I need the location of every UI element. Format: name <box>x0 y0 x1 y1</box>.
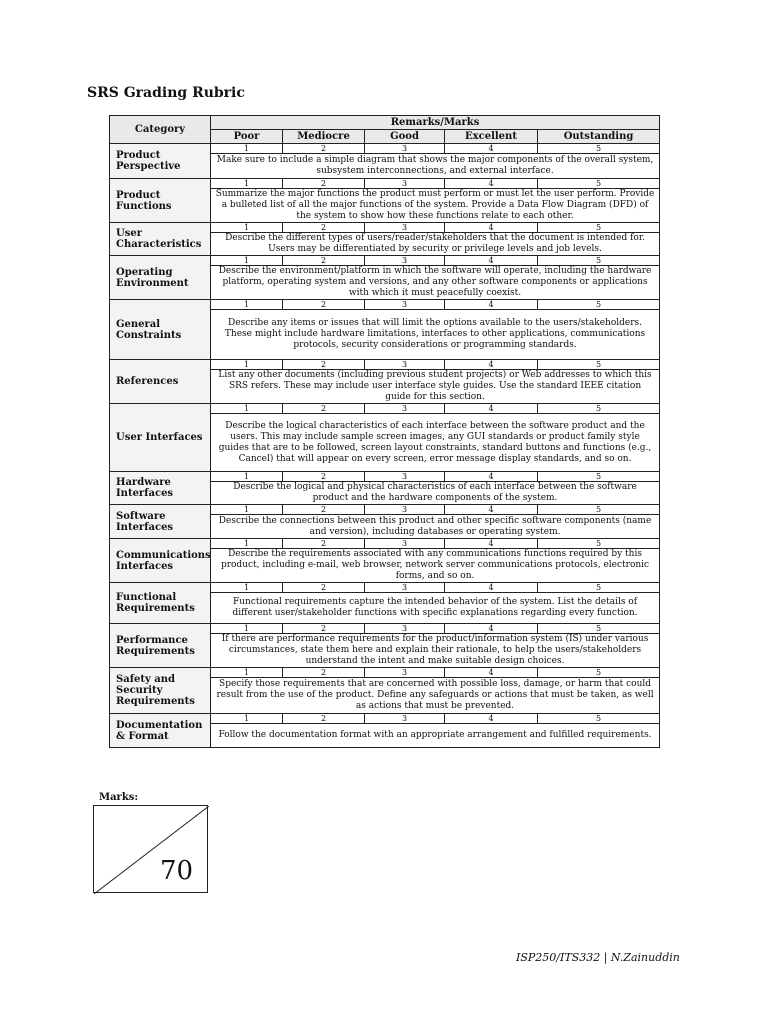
score-cell: 4 <box>445 668 538 678</box>
score-cell: 3 <box>365 144 445 154</box>
rubric-score-row <box>110 404 660 414</box>
level-header: Mediocre <box>283 130 365 144</box>
score-cell: 5 <box>538 505 660 515</box>
level-header: Poor <box>211 130 283 144</box>
score-cell: 5 <box>538 583 660 593</box>
marks-total: 70 <box>160 856 194 886</box>
score-cell: 4 <box>445 472 538 482</box>
level-header: Excellent <box>445 130 538 144</box>
score-cell: 2 <box>283 179 365 189</box>
score-cell: 2 <box>283 539 365 549</box>
score-cell: 5 <box>538 144 660 154</box>
remarks-header: Remarks/Marks <box>211 116 660 130</box>
score-cell: 1 <box>211 714 283 724</box>
score-cell: 5 <box>538 360 660 370</box>
score-cell: 3 <box>365 472 445 482</box>
rubric-score-row <box>110 624 660 634</box>
description-cell: Specify those requirements that are concerned with possible loss, damage, or harm that could result from the use of the product. Define any safeguards or actions that must be taken, as well as actions that must be prevented. <box>211 678 660 714</box>
score-cell: 4 <box>445 539 538 549</box>
score-cell: 1 <box>211 624 283 634</box>
description-cell: List any other documents (including previous student projects) or Web addresses to which this SRS refers. These may include user interface style guides. Use the standard IEEE citation guide for this section. <box>211 370 660 404</box>
score-cell: 4 <box>445 714 538 724</box>
category-cell: Operating Environment <box>110 256 211 300</box>
score-cell: 1 <box>211 360 283 370</box>
score-cell: 2 <box>283 144 365 154</box>
description-cell: Describe the logical characteristics of each interface between the software product and the users. This may include sample screen images, any GUI standards or product family style guides that are to be followed, screen layout constraints, standard buttons and functions (e.g., Cancel) that will appear on every screen, error message display standards, and so on. <box>211 414 660 472</box>
score-cell: 3 <box>365 668 445 678</box>
score-cell: 1 <box>211 300 283 310</box>
category-cell: Communications Interfaces <box>110 539 211 583</box>
description-cell: Functional requirements capture the intended behavior of the system. List the details of different user/stakeholder functions with specific explanations regarding every function. <box>211 593 660 624</box>
score-cell: 1 <box>211 179 283 189</box>
rubric-score-row <box>110 539 660 549</box>
score-cell: 3 <box>365 404 445 414</box>
score-cell: 2 <box>283 624 365 634</box>
score-cell: 2 <box>283 256 365 266</box>
category-cell: Documentation & Format <box>110 714 211 748</box>
score-cell: 2 <box>283 505 365 515</box>
page-title: SRS Grading Rubric <box>87 85 245 101</box>
footer-course-author: ISP250/ITS332 | N.Zainuddin <box>516 951 680 964</box>
score-cell: 2 <box>283 583 365 593</box>
rubric-score-row <box>110 179 660 189</box>
category-cell: Performance Requirements <box>110 624 211 668</box>
score-cell: 1 <box>211 539 283 549</box>
score-cell: 3 <box>365 256 445 266</box>
score-cell: 1 <box>211 144 283 154</box>
marks-box <box>93 805 208 893</box>
description-cell: Summarize the major functions the product must perform or must let the user perform. Provide a bulleted list of all the major functions of the system. Provide a Data Flow Diagram (DFD) of the system to show how these functions relate to each other. <box>211 189 660 223</box>
category-cell: Software Interfaces <box>110 505 211 539</box>
score-cell: 5 <box>538 624 660 634</box>
rubric-score-row <box>110 360 660 370</box>
level-header: Good <box>365 130 445 144</box>
description-cell: Describe the environment/platform in which the software will operate, including the hardware platform, operating system and versions, and any other software components or applications with which it must peacefully coexist. <box>211 266 660 300</box>
score-cell: 2 <box>283 668 365 678</box>
score-cell: 1 <box>211 668 283 678</box>
score-cell: 3 <box>365 223 445 233</box>
score-cell: 1 <box>211 472 283 482</box>
rubric-score-row <box>110 144 660 154</box>
score-cell: 2 <box>283 472 365 482</box>
rubric-score-row <box>110 505 660 515</box>
category-cell: Functional Requirements <box>110 583 211 624</box>
description-cell: Describe any items or issues that will limit the options available to the users/stakeholders. These might include hardware limitations, interfaces to other applications, communications protocols, security considerations or programming standards. <box>211 310 660 360</box>
score-cell: 1 <box>211 505 283 515</box>
description-cell: If there are performance requirements for the product/information system (IS) under various circumstances, state them here and explain their rationale, to help the users/stakeholders understand the intent and make suitable design choices. <box>211 634 660 668</box>
score-cell: 5 <box>538 179 660 189</box>
score-cell: 3 <box>365 624 445 634</box>
description-cell: Describe the connections between this product and other specific software components (name and version), including databases or operating system. <box>211 515 660 539</box>
score-cell: 3 <box>365 583 445 593</box>
marks-label: Marks: <box>99 792 139 803</box>
score-cell: 5 <box>538 223 660 233</box>
description-cell: Make sure to include a simple diagram that shows the major components of the overall system, subsystem interconnections, and external interface. <box>211 154 660 179</box>
score-cell: 5 <box>538 714 660 724</box>
score-cell: 4 <box>445 300 538 310</box>
score-cell: 3 <box>365 179 445 189</box>
description-cell: Describe the different types of users/reader/stakeholders that the document is intended for. Users may be differentiated by security or privilege levels and job levels. <box>211 233 660 256</box>
score-cell: 2 <box>283 404 365 414</box>
category-cell: Hardware Interfaces <box>110 472 211 505</box>
score-cell: 3 <box>365 714 445 724</box>
score-cell: 5 <box>538 256 660 266</box>
score-cell: 2 <box>283 360 365 370</box>
score-cell: 1 <box>211 404 283 414</box>
rubric-score-row <box>110 472 660 482</box>
description-cell: Describe the logical and physical characteristics of each interface between the software product and the hardware components of the system. <box>211 482 660 505</box>
score-cell: 3 <box>365 505 445 515</box>
score-cell: 4 <box>445 624 538 634</box>
score-cell: 1 <box>211 256 283 266</box>
score-cell: 5 <box>538 300 660 310</box>
rubric-score-row <box>110 668 660 678</box>
score-cell: 4 <box>445 360 538 370</box>
score-cell: 3 <box>365 360 445 370</box>
category-cell: References <box>110 360 211 404</box>
rubric-score-row <box>110 714 660 724</box>
score-cell: 4 <box>445 505 538 515</box>
grading-rubric-table <box>109 115 660 748</box>
score-cell: 4 <box>445 144 538 154</box>
category-cell: Product Functions <box>110 179 211 223</box>
score-cell: 4 <box>445 223 538 233</box>
score-cell: 4 <box>445 404 538 414</box>
description-cell: Describe the requirements associated with any communications functions required by this product, including e-mail, web browser, network server communications protocols, electronic forms, and so on. <box>211 549 660 583</box>
rubric-score-row <box>110 300 660 310</box>
score-cell: 5 <box>538 472 660 482</box>
score-cell: 3 <box>365 539 445 549</box>
category-cell: User Characteristics <box>110 223 211 256</box>
score-cell: 2 <box>283 300 365 310</box>
score-cell: 1 <box>211 583 283 593</box>
category-cell: General Constraints <box>110 300 211 360</box>
score-cell: 5 <box>538 404 660 414</box>
score-cell: 2 <box>283 223 365 233</box>
rubric-score-row <box>110 583 660 593</box>
category-cell: User Interfaces <box>110 404 211 472</box>
level-header: Outstanding <box>538 130 660 144</box>
score-cell: 3 <box>365 300 445 310</box>
category-header: Category <box>110 116 211 144</box>
score-cell: 2 <box>283 714 365 724</box>
category-cell: Safety and Security Requirements <box>110 668 211 714</box>
rubric-score-row <box>110 223 660 233</box>
score-cell: 1 <box>211 223 283 233</box>
score-cell: 4 <box>445 179 538 189</box>
category-cell: Product Perspective <box>110 144 211 179</box>
score-cell: 5 <box>538 668 660 678</box>
score-cell: 4 <box>445 583 538 593</box>
description-cell: Follow the documentation format with an appropriate arrangement and fulfilled requirements. <box>211 724 660 748</box>
score-cell: 5 <box>538 539 660 549</box>
rubric-score-row <box>110 256 660 266</box>
score-cell: 4 <box>445 256 538 266</box>
